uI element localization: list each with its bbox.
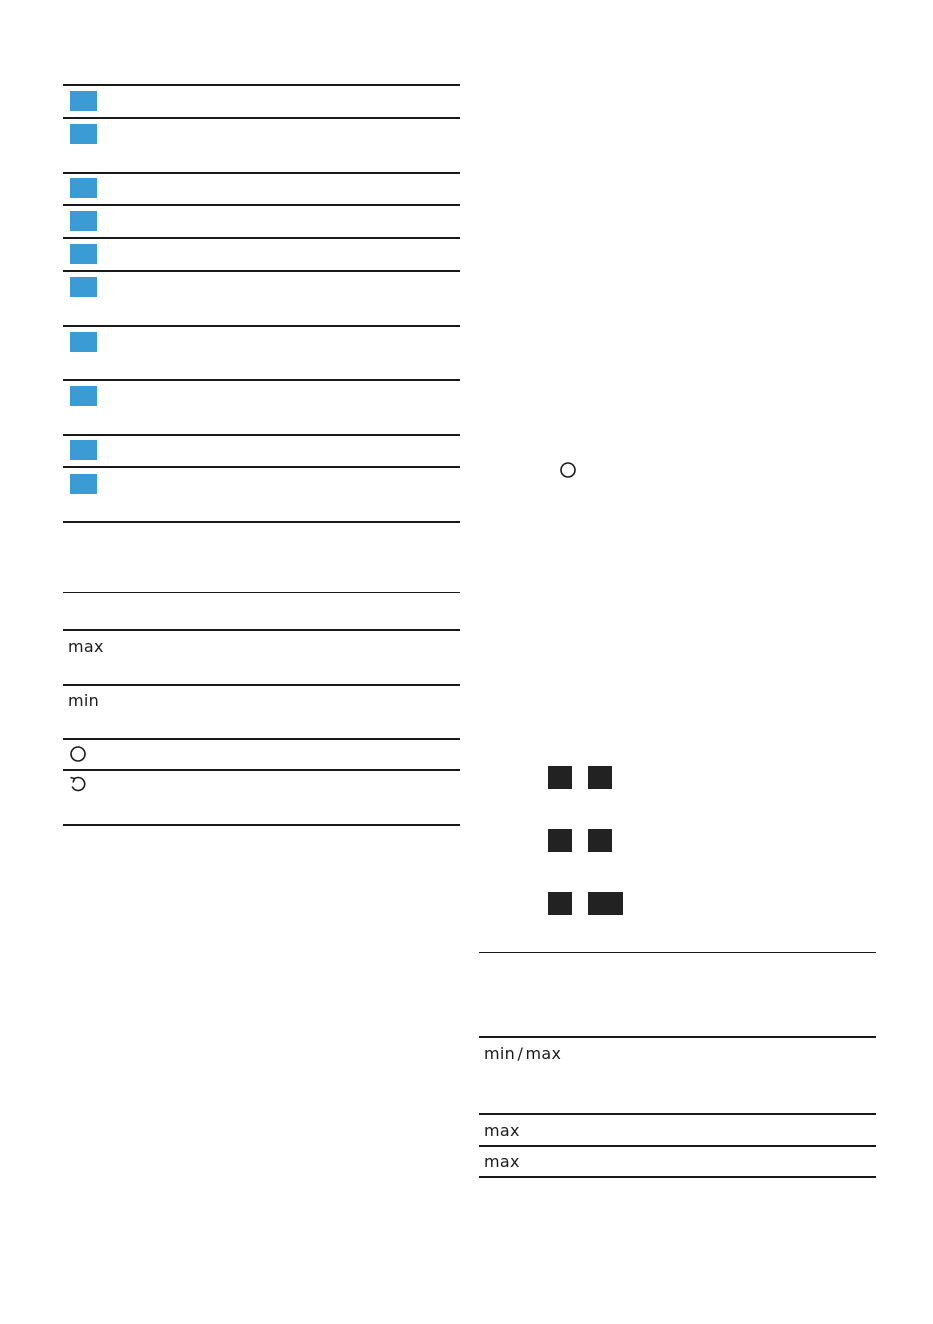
table-rule	[63, 379, 460, 381]
blue-indicator-icon	[70, 277, 97, 297]
min-max-label: min / max	[484, 1044, 562, 1063]
table-rule	[479, 1036, 876, 1038]
blue-indicator-icon	[70, 91, 97, 111]
key-icon	[548, 766, 572, 789]
table-rule	[63, 325, 460, 327]
max-label: max	[484, 1121, 520, 1140]
blue-indicator-icon	[70, 332, 97, 352]
table-rule	[63, 629, 460, 631]
key-icon	[548, 892, 572, 915]
table-rule	[63, 204, 460, 206]
table-rule	[63, 824, 460, 826]
key-icon	[588, 829, 612, 852]
table-rule	[479, 1113, 876, 1115]
min-label: min	[68, 691, 100, 710]
table-rule	[479, 952, 876, 953]
max-label: max	[484, 1152, 520, 1171]
blue-indicator-icon	[70, 211, 97, 231]
table-rule	[479, 1145, 876, 1147]
table-rule	[63, 172, 460, 174]
key-icon	[548, 829, 572, 852]
table-rule	[479, 1176, 876, 1178]
blue-indicator-icon	[70, 124, 97, 144]
key-icon	[588, 766, 612, 789]
blue-indicator-icon	[70, 440, 97, 460]
off-circle-icon	[558, 460, 578, 480]
max-label: max	[68, 637, 104, 656]
blue-indicator-icon	[70, 178, 97, 198]
table-rule	[63, 466, 460, 468]
blue-indicator-icon	[70, 244, 97, 264]
table-rule	[63, 434, 460, 436]
off-circle-icon	[68, 744, 88, 764]
table-rule	[63, 270, 460, 272]
table-rule	[63, 237, 460, 239]
wide-key-icon	[588, 892, 623, 915]
blue-indicator-icon	[70, 386, 97, 406]
table-rule	[63, 117, 460, 119]
table-rule	[63, 84, 460, 86]
table-rule	[63, 521, 460, 523]
table-rule	[63, 769, 460, 771]
refresh-arrow-icon	[68, 774, 88, 794]
blue-indicator-icon	[70, 474, 97, 494]
table-rule	[63, 684, 460, 686]
table-rule	[63, 592, 460, 593]
table-rule	[63, 738, 460, 740]
